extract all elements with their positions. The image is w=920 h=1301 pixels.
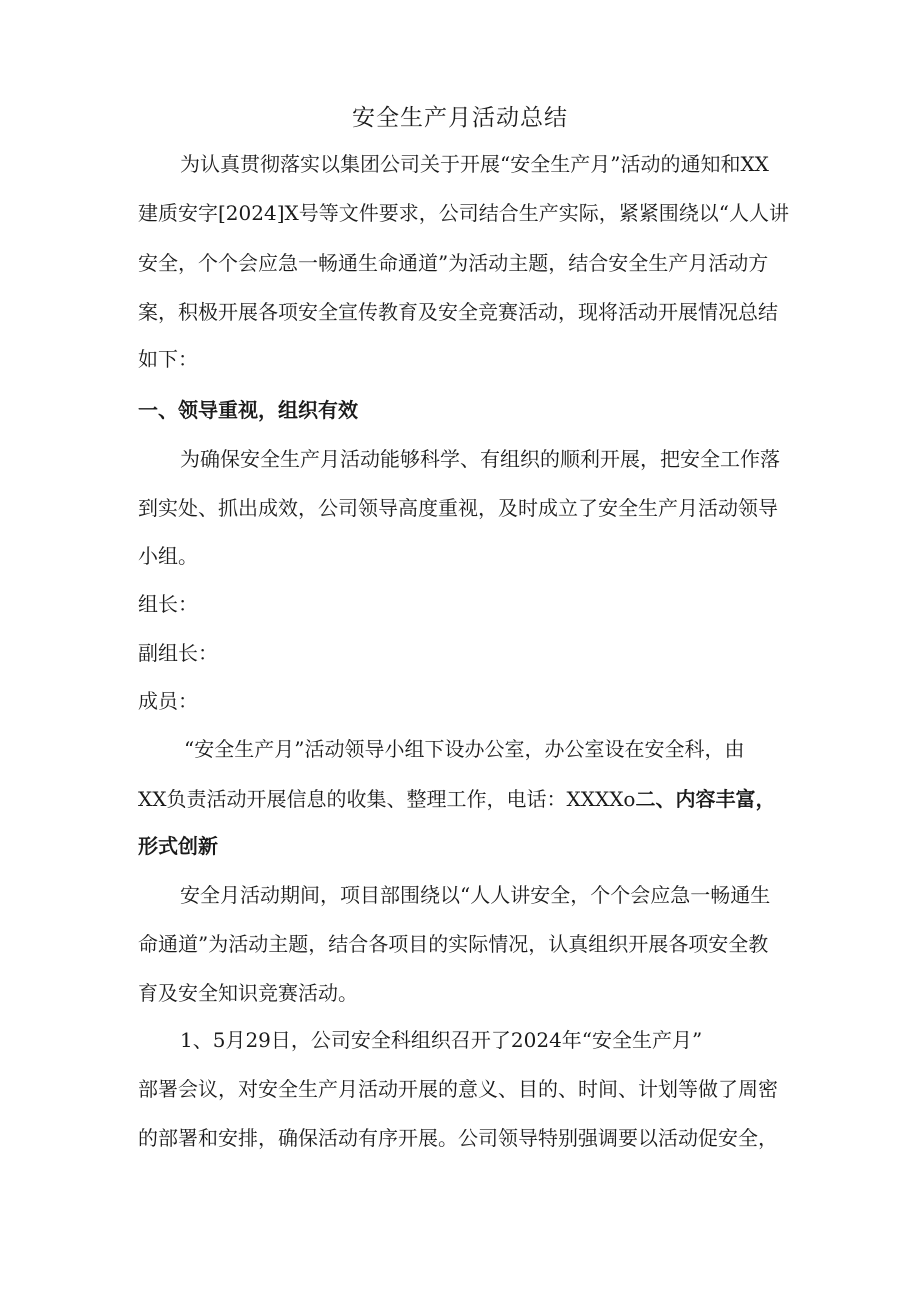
intro-line-3: 安全，个个会应急一畅通生命通道”为活动主题，结合安全生产月活动方 [138,251,769,275]
section1-line-2: 到实处、抓出成效，公司领导高度重视，及时成立了安全生产月活动领导 [138,496,778,520]
item1-line-2: 的部署和安排，确保活动有序开展。公司领导特别强调要以活动促安全， [138,1126,778,1150]
section1-heading: 一、领导重视，组织有效 [138,398,358,422]
office-line-2 [138,782,775,816]
office-line-1: “安全生产月”活动领导小组下设办公室，办公室设在安全科，由 [184,737,745,761]
document-title: 安全生产月活动总结 [352,105,568,131]
intro-line-2: 建质安字[2024]X号等文件要求，公司结合生产实际，紧紧围绕以“人人讲 [138,201,789,225]
intro-line-5: 如下： [138,347,198,371]
section2-line-2: 命通道”为活动主题，结合各项目的实际情况，认真组织开展各项安全教 [138,932,769,956]
role-deputy: 副组长： [138,641,218,665]
section2-line-3: 育及安全知识竞赛活动。 [138,981,358,1005]
section2-line-1: 安全月活动期间，项目部围绕以“人人讲安全，个个会应急一畅通生 [180,883,771,907]
office-line-2-text: XX负责活动开展信息的收集、整理工作，电话：XXXXo [138,787,636,811]
item1-line-1: 部署会议，对安全生产月活动开展的意义、目的、时间、计划等做了周密 [138,1077,778,1101]
section1-line-1: 为确保安全生产月活动能够科学、有组织的顺利开展，把安全工作落 [180,447,780,471]
role-members: 成员： [138,689,198,713]
role-leader: 组长： [138,592,198,616]
item1-lead: 1、5月29日，公司安全科组织召开了2024年“安全生产月” [180,1028,703,1052]
section2-heading-part1: 二、内容丰富， [635,787,776,811]
intro-line-1: 为认真贯彻落实以集团公司关于开展“安全生产月”活动的通知和XX [180,152,769,176]
section1-line-3: 小组。 [138,544,198,568]
section2-heading-part2: 形式创新 [138,834,218,858]
intro-line-4: 案，积极开展各项安全宣传教育及安全竞赛活动，现将活动开展情况总结 [138,300,778,324]
